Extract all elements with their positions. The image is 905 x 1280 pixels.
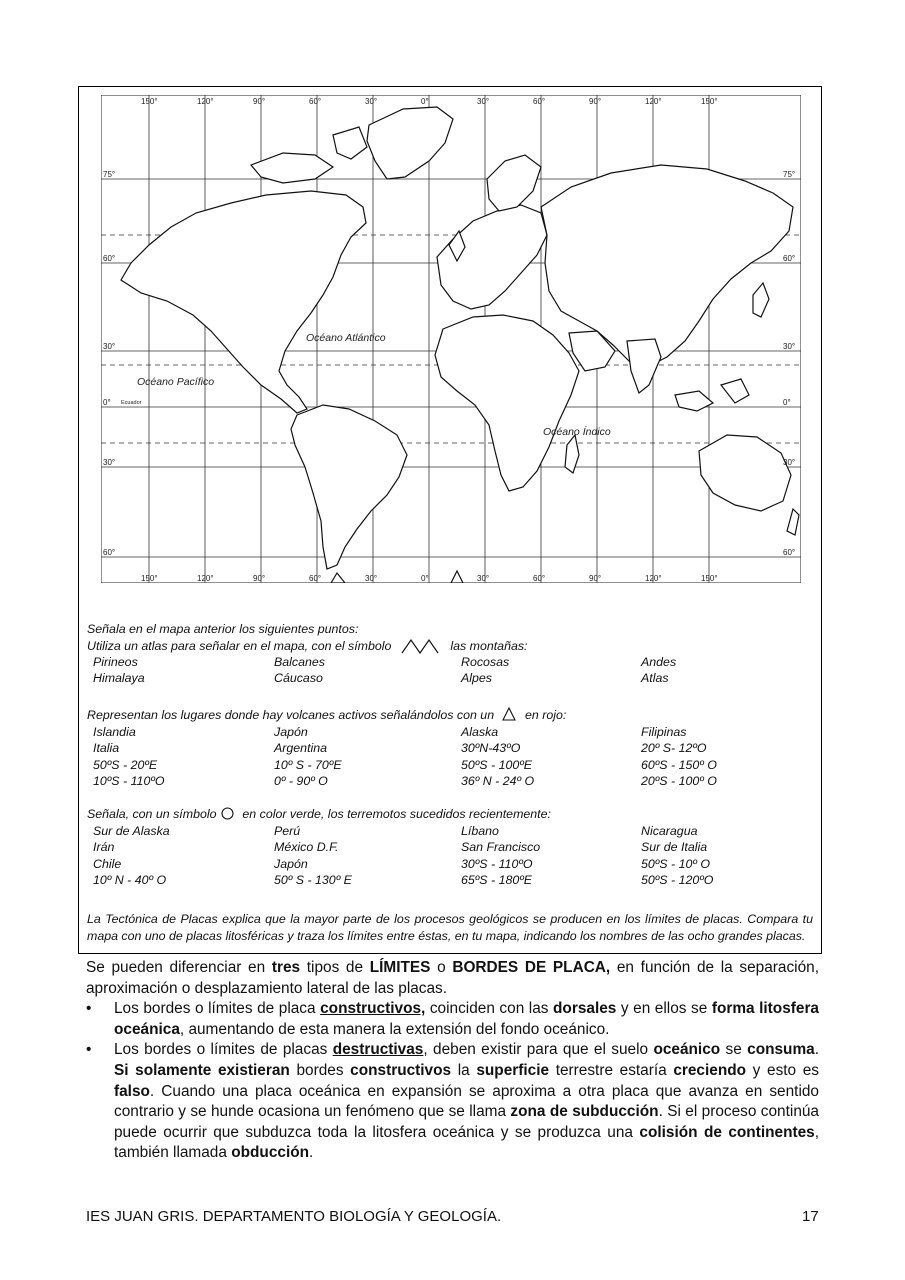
triangle-volcano-icon [502,707,516,721]
longitude-label: 150° [701,574,718,583]
table-cell: Sur de Italia [641,840,708,855]
longitude-label: 60° [309,97,322,106]
latitude-label-right: 30° [783,342,796,351]
section3-instruction-end: en color verde, los terremotos sucedidos recientemente: [242,807,551,821]
circle-earthquake-icon [221,807,234,820]
table-cell: 10º N - 40º O [93,873,167,888]
table-cell: Himalaya [93,671,145,686]
table-cell: 60ºS - 150º O [641,757,717,772]
latitude-label-right: 75° [783,170,796,179]
longitude-label: 120° [645,97,662,106]
plate-tectonics-note: La Tectónica de Placas explica que la mayor parte de los procesos geológicos se producen en los límites de placas. Compara tu mapa con uno de placas litosféricas y traza los límites entre éstas, en tu mapa, indicando los nombres de las ocho grandes placas. [87,912,813,943]
table-cell: Japón [274,856,308,871]
table-cell: 50ºS - 100ºE [461,757,533,772]
table-cell: 50º S - 130º E [274,873,352,888]
latitude-label-left: 75° [103,170,116,179]
longitude-label: 120° [645,574,662,583]
latitude-label-right: 30° [783,458,796,467]
table-cell: 20ºS - 100º O [641,774,717,789]
section3-instruction-text: Señala, con un símbolo [87,807,217,821]
table-cell: 30ºN-43ºO [461,741,521,756]
table-cell: Andes [641,655,677,669]
section2-instruction-end: en rojo: [525,708,567,722]
longitude-label: 60° [533,97,546,106]
table-cell: Sur de Alaska [93,824,170,838]
bullet-icon: • [86,1000,92,1018]
longitude-label: 0° [421,97,429,106]
table-cell: Balcanes [274,655,325,669]
table-cell: 30ºS - 110ºO [461,856,533,871]
longitude-label: 150° [141,574,158,583]
exercise-box [78,86,822,954]
longitude-label: 90° [253,574,266,583]
table-cell: Pirineos [93,655,138,669]
longitude-label: 90° [589,574,602,583]
table-cell: 50ºS - 10º O [641,856,710,871]
table-cell: Islandia [93,725,136,739]
latitude-label-right: 60° [783,548,796,557]
latitude-label-left: 30° [103,342,116,351]
table-cell: 0º - 90º O [274,774,328,789]
bullet-icon: • [86,1041,92,1059]
table-cell: Chile [93,856,122,871]
equator-label: Ecuador [121,400,142,406]
section2-instruction [87,707,566,723]
table-cell: 50ºS - 20ºE [93,757,158,772]
longitude-label: 0° [421,574,429,583]
longitude-label: 120° [197,97,214,106]
longitude-label: 120° [197,574,214,583]
latitude-label-left: 0° [103,398,111,407]
section3-instruction [87,806,551,822]
table-cell: 20º S- 12ºO [641,741,707,756]
latitude-label-left: 60° [103,548,116,557]
longitude-label: 90° [253,97,266,106]
table-cell: Japón [274,725,308,739]
table-cell: Cáucaso [274,671,323,686]
table-cell: 65ºS - 180ºE [461,873,533,888]
ocean-indian-label: Océano Índico [543,426,611,438]
intro-paragraph: Se pueden diferenciar en tres tipos de LÍMITES o BORDES DE PLACA, en función de la separación, aproximación o desplazamiento lateral de las placas. [86,959,819,997]
footer-department: IES JUAN GRIS. DEPARTAMENTO BIOLOGÍA Y GEOLOGÍA. [86,1208,502,1225]
table-cell: Perú [274,824,301,838]
table-cell: Filipinas [641,725,687,739]
longitude-label: 90° [589,97,602,106]
longitude-label: 60° [309,574,322,583]
latitude-label-right: 60° [783,254,796,263]
world-map [101,95,801,583]
section1-instruction-text: Utiliza un atlas para señalar en el mapa, con el símbolo [87,639,392,653]
table-cell: Líbano [461,824,499,838]
table-cell: Italia [93,741,120,756]
longitude-label: 30° [477,574,490,583]
latitude-label-left: 30° [103,458,116,467]
plate-boundaries-text [86,958,819,1164]
table-cell: Alaska [461,725,499,739]
section2-instruction-text: Representan los lugares donde hay volcanes activos señalándolos con un [87,708,495,722]
table-cell: San Francisco [461,840,541,855]
table-cell: 10ºS - 110ºO [93,774,165,789]
longitude-label: 150° [141,97,158,106]
table-cell: Nicaragua [641,824,698,838]
table-cell: Rocosas [461,655,510,669]
table-cell: México D.F. [274,840,339,855]
table-cell: Alpes [461,671,492,686]
longitude-label: 60° [533,574,546,583]
page-number: 17 [802,1208,819,1225]
table-cell: Argentina [274,741,328,756]
table-cell: 10º S - 70ºE [274,757,342,772]
bullet-destructive: • Los bordes o límites de placas destructivas, deben existir para que el suelo oceánico se consuma. Si solamente existieran bordes constructivos la superficie terrestre estaría creciendo y esto es falso. Cuando una placa oceánica en expansión se aproxima a otra placa que avanza en sentido contrario y se hunde ocasiona un fenómeno que se llama zona de subducción. Si el proceso continúa puede ocurrir que subduzca toda la litosfera oceánica y se produzca una colisión de continentes, también llamada obducción. [86,1041,819,1162]
bullet-constructive: • Los bordes o límites de placa constructivos, coinciden con las dorsales y en ellos se forma litosfera oceánica, aumentando de esta manera la extensión del fondo oceánico. [86,1000,819,1038]
table-cell: 50ºS - 120ºO [641,873,714,888]
mountain-symbol-icon [401,638,439,654]
table-cell: Irán [93,840,115,855]
section1-intro: Señala en el mapa anterior los siguientes puntos: [87,622,359,636]
table-cell: 36º N - 24º O [461,774,535,789]
latitude-label-right: 0° [783,398,791,407]
table-cell: Atlas [641,671,669,686]
longitude-label: 30° [477,97,490,106]
longitude-label: 30° [365,574,378,583]
section1-instruction-end: las montañas: [450,639,528,653]
longitude-label: 150° [701,97,718,106]
latitude-label-left: 60° [103,254,116,263]
section1-instruction [87,638,527,654]
ocean-pacific-label: Océano Pacífico [137,376,215,388]
ocean-atlantic-label: Océano Atlántico [306,332,386,344]
longitude-label: 30° [365,97,378,106]
